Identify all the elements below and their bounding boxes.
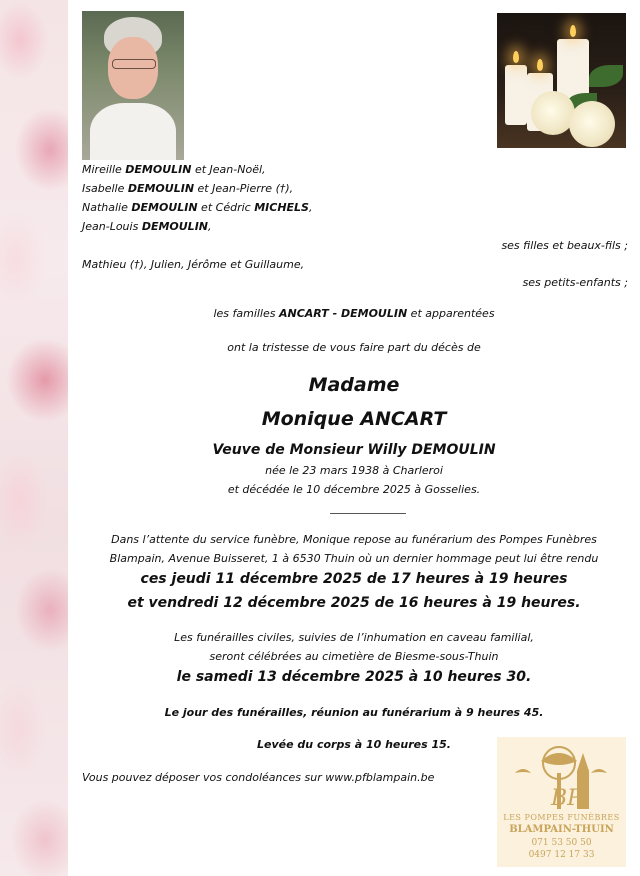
condolences-link[interactable]: Vous pouvez déposer vos condoléances sur www.pfblampain.be — [82, 771, 435, 784]
portrait-photo — [82, 11, 184, 160]
visitation-line-2: Blampain, Avenue Buisseret, 1 à 6530 Thuin où un dernier hommage peut lui être rendu — [109, 552, 599, 565]
funeral-line-2: seront célébrées au cimetière de Biesme-sous-Thuin — [209, 650, 499, 663]
family-line-4: Jean-Louis DEMOULIN, — [82, 220, 212, 233]
family-line-2: Isabelle DEMOULIN et Jean-Pierre (†), — [82, 182, 294, 195]
grandchildren-role: ses petits-enfants ; — [522, 276, 628, 289]
family-line-3: Nathalie DEMOULIN et Cédric MICHELS, — [82, 201, 313, 214]
families-line: les familles ANCART - DEMOULIN et apparentées — [213, 307, 495, 320]
visitation-line-1: Dans l’attente du service funèbre, Monique repose au funérarium des Pompes Funèbres — [111, 533, 597, 546]
deceased-title: Madame — [308, 374, 400, 396]
divider-line — [330, 513, 406, 514]
logo-name-1: LES POMPES FUNÈBRES — [503, 813, 620, 822]
deceased-name: Monique ANCART — [261, 408, 447, 430]
visitation-date-2: et vendredi 12 décembre 2025 de 16 heures à 19 heures. — [127, 595, 581, 611]
logo-phone-1: 071 53 50 50 — [531, 838, 592, 848]
grandchildren: Mathieu (†), Julien, Jérôme et Guillaume, — [82, 258, 305, 271]
logo-name-2: BLAMPAIN-THUIN — [509, 824, 614, 835]
logo-phone-2: 0497 12 17 33 — [528, 850, 595, 860]
funeral-date: le samedi 13 décembre 2025 à 10 heures 30. — [176, 669, 532, 685]
cherry-blossom-border — [0, 0, 68, 876]
birth-line: née le 23 mars 1938 à Charleroi — [265, 464, 443, 477]
announcement: ont la tristesse de vous faire part du décès de — [227, 341, 481, 354]
children-role: ses filles et beaux-fils ; — [501, 239, 628, 252]
candles-roses-image — [497, 13, 626, 148]
tree-church-emblem — [511, 743, 611, 813]
levee-line: Levée du corps à 10 heures 15. — [257, 738, 451, 751]
family-line-1: Mireille DEMOULIN et Jean-Noël, — [82, 163, 266, 176]
death-line: et décédée le 10 décembre 2025 à Gosselies. — [227, 483, 481, 496]
widow-line: Veuve de Monsieur Willy DEMOULIN — [212, 442, 496, 458]
funeral-home-logo — [497, 737, 626, 867]
logo-monogram: BP — [551, 786, 582, 811]
funeral-line-1: Les funérailles civiles, suivies de l’inhumation en caveau familial, — [174, 631, 534, 644]
visitation-date-1: ces jeudi 11 décembre 2025 de 17 heures à 19 heures — [140, 571, 568, 587]
meeting-line: Le jour des funérailles, réunion au funérarium à 9 heures 45. — [164, 706, 544, 719]
